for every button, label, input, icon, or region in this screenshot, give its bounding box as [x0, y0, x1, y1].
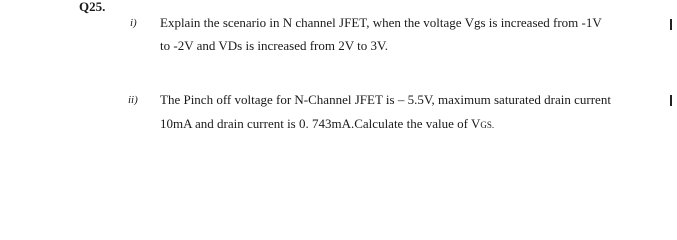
page-edge-mark	[670, 95, 672, 106]
part-text-line: Explain the scenario in N channel JFET, when the voltage Vgs is increased from -1V	[160, 15, 602, 30]
part-text-segment: 10mA and drain current is 0. 743mA.Calculate the value of V	[160, 116, 481, 131]
part-numeral: ii)	[128, 94, 138, 106]
question-number: Q25.	[79, 0, 106, 14]
page-edge-mark	[670, 19, 672, 30]
part-text-line	[160, 116, 494, 133]
part-text-line: to -2V and VDs is increased from 2V to 3V.	[160, 38, 388, 53]
part-numeral: i)	[130, 17, 137, 29]
subscript-text: GS.	[480, 120, 495, 130]
part-text-line: The Pinch off voltage for N-Channel JFET is – 5.5V, maximum saturated drain current	[160, 92, 611, 107]
